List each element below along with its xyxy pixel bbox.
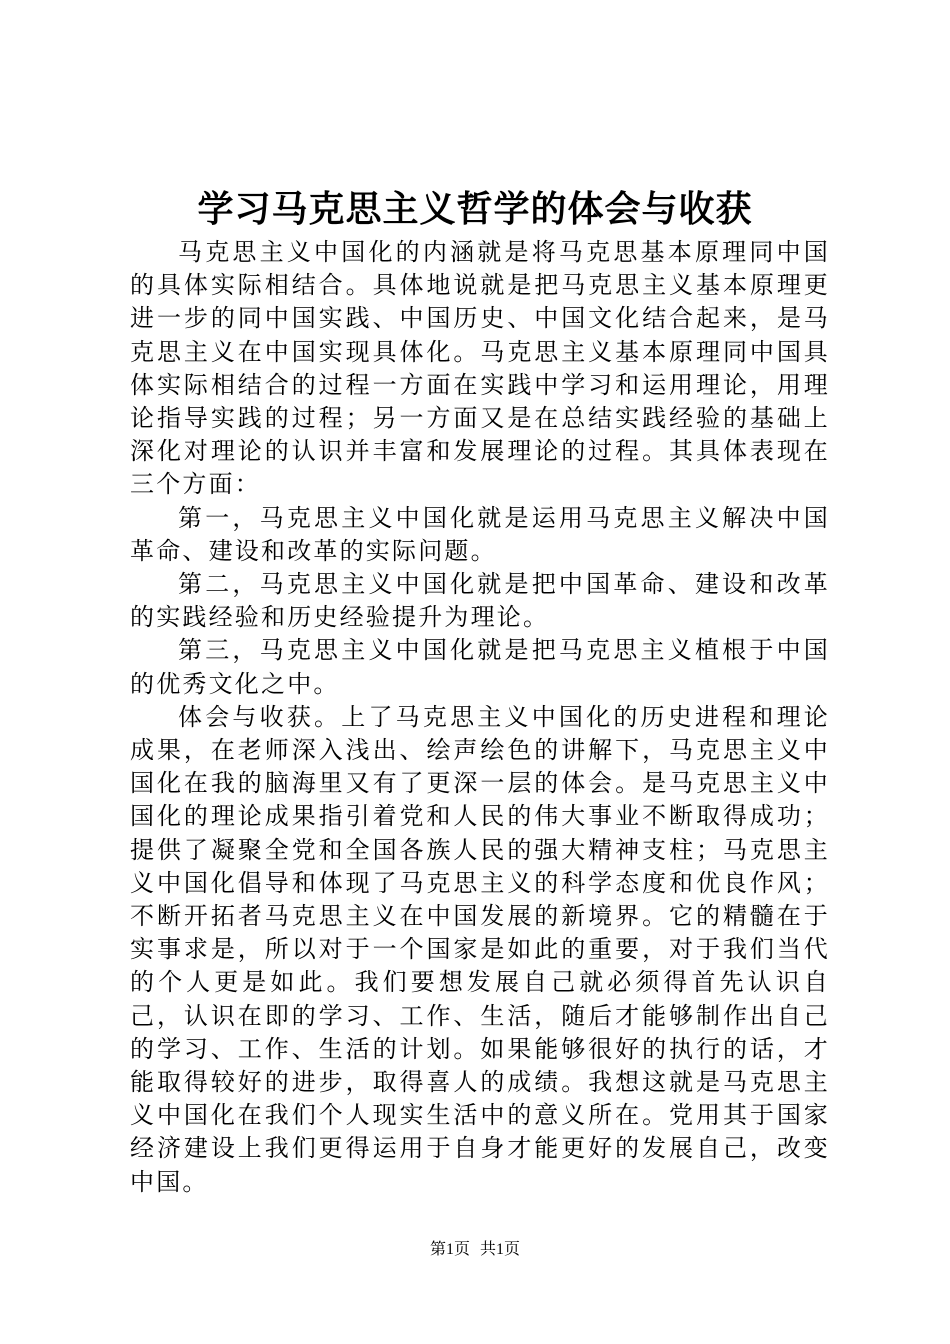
- paragraph-third-point: 第三，马克思主义中国化就是把马克思主义植根于中国的优秀文化之中。: [130, 636, 830, 698]
- document-title: 学习马克思主义哲学的体会与收获: [197, 188, 753, 230]
- paragraph-first-point: 第一，马克思主义中国化就是运用马克思主义解决中国革命、建设和改革的实际问题。: [130, 503, 830, 565]
- page-number-current: 第1页: [429, 1241, 470, 1258]
- paragraph-second-point: 第二，马克思主义中国化就是把中国革命、建设和改革的实践经验和历史经验提升为理论。: [130, 570, 830, 632]
- document-body: [130, 236, 830, 1199]
- paragraph-reflection: 体会与收获。上了马克思主义中国化的历史进程和理论成果，在老师深入浅出、绘声绘色的讲解下，马克思主义中国化在我的脑海里又有了更深一层的体会。是马克思主义中国化的理论成果指引着党和人民的伟大事业不断取得成功；提供了凝聚全党和全国各族人民的强大精神支柱；马克思主义中国化倡导和体现了马克思主义的科学态度和优良作风；不断开拓者马克思主义在中国发展的新境界。它的精髓在于实事求是，所以对于一个国家是如此的重要，对于我们当代的个人更是如此。我们要想发展自己就必须得首先认识自己，认识在即的学习、工作、生活，随后才能够制作出自己的学习、工作、生活的计划。如果能够很好的执行的话，才能取得较好的进步，取得喜人的成绩。我想这就是马克思主义中国化在我们个人现实生活中的意义所在。党用其于国家经济建设上我们更得运用于自身才能更好的发展自己，改变中国。: [130, 702, 830, 1196]
- page-number-total: 共1页: [480, 1241, 521, 1258]
- page-footer: [0, 1238, 950, 1262]
- paragraph-intro: 马克思主义中国化的内涵就是将马克思基本原理同中国的具体实际相结合。具体地说就是把马克思主义基本原理更进一步的同中国实践、中国历史、中国文化结合起来，是马克思主义在中国实现具体化。马克思主义基本原理同中国具体实际相结合的过程一方面在实践中学习和运用理论，用理论指导实践的过程；另一方面又是在总结实践经验的基础上深化对理论的认识并丰富和发展理论的过程。其具体表现在三个方面：: [130, 238, 830, 499]
